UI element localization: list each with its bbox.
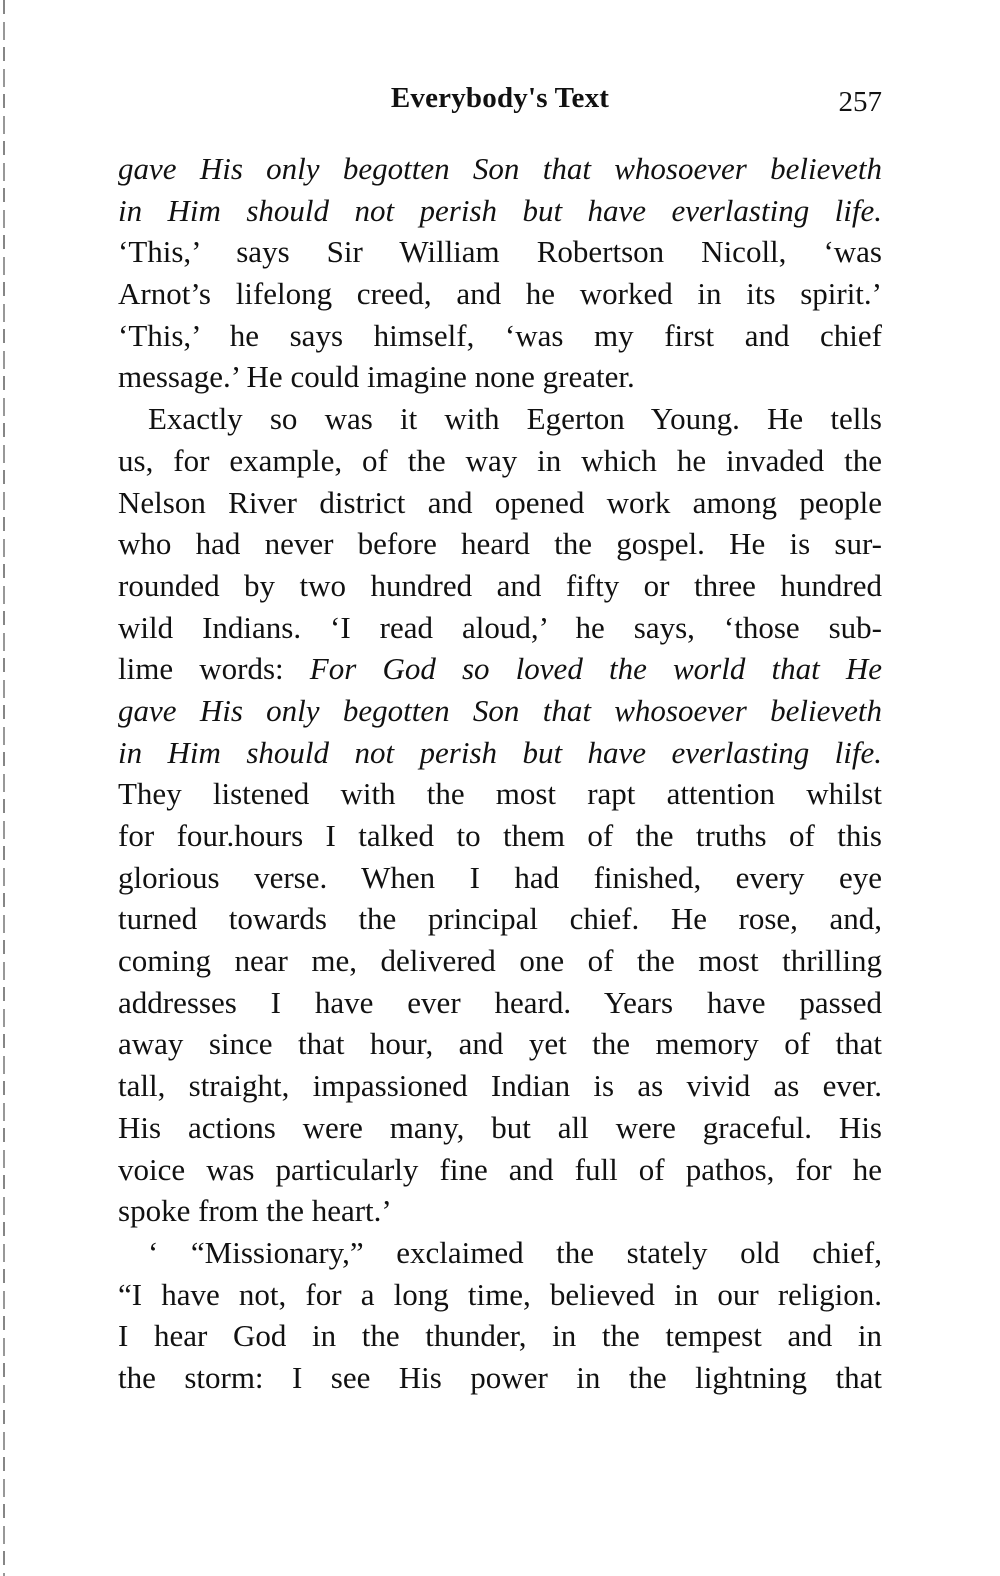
text-line: spoke from the heart.’: [118, 1193, 392, 1229]
text-line: coming near me, delivered one of the most thrilling: [118, 943, 882, 979]
text-line: the storm: I see His power in the lightning that: [118, 1359, 882, 1395]
text-line-mixed: [118, 648, 882, 690]
text-line: in Him should not perish but have everlasting life.: [118, 192, 882, 228]
text-line: who had never before heard the gospel. He is sur-: [118, 526, 882, 562]
body-text: [118, 148, 882, 1399]
text-line: rounded by two hundred and fifty or three hundred: [118, 567, 882, 603]
text-line: in Him should not perish but have everlasting life.: [118, 734, 882, 770]
text-line: gave His only begotten Son that whosoever believeth: [118, 151, 882, 186]
text-line: ‘ “Missionary,” exclaimed the stately old chief,: [148, 1234, 882, 1270]
scan-edge-artifact: [3, 0, 5, 1576]
text-line: away since that hour, and yet the memory of that: [118, 1026, 882, 1062]
text-line: message.’ He could imagine none greater.: [118, 359, 635, 395]
text-line: I hear God in the thunder, in the tempest and in: [118, 1318, 882, 1354]
text-line: ‘This,’ he says himself, ‘was my first and chief: [118, 317, 882, 353]
running-title: Everybody's Text: [390, 82, 610, 114]
text-line: wild Indians. ‘I read aloud,’ he says, ‘those sub-: [118, 609, 882, 645]
text-line: They listened with the most rapt attention whilst: [118, 776, 882, 812]
text-line: ‘This,’ says Sir William Robertson Nicoll, ‘was: [118, 234, 882, 270]
text-italic-run: For God so loved the world that He: [309, 651, 882, 687]
text-line: “I have not, for a long time, believed in our religion.: [118, 1276, 882, 1312]
text-line: Nelson River district and opened work among people: [118, 484, 882, 520]
text-line: His actions were many, but all were graceful. His: [118, 1109, 882, 1145]
text-line: voice was particularly fine and full of pathos, for he: [118, 1151, 882, 1187]
text-line: turned towards the principal chief. He rose, and,: [118, 901, 882, 937]
text-line: Exactly so was it with Egerton Young. He tells: [148, 401, 882, 437]
text-line: us, for example, of the way in which he invaded the: [118, 442, 882, 478]
text-line: for four.hours I talked to them of the truths of this: [118, 818, 882, 853]
text-line: Arnot’s lifelong creed, and he worked in its spirit.’: [118, 276, 882, 312]
text-line: gave His only begotten Son that whosoever believeth: [118, 692, 882, 728]
text-line: addresses I have ever heard. Years have passed: [118, 984, 882, 1020]
text-line: glorious verse. When I had finished, every eye: [118, 859, 882, 895]
page-number: 257: [838, 86, 882, 118]
text-roman-run: lime words:: [118, 651, 284, 687]
text-line: tall, straight, impassioned Indian is as vivid as ever.: [118, 1068, 882, 1104]
page-header: [118, 82, 882, 122]
